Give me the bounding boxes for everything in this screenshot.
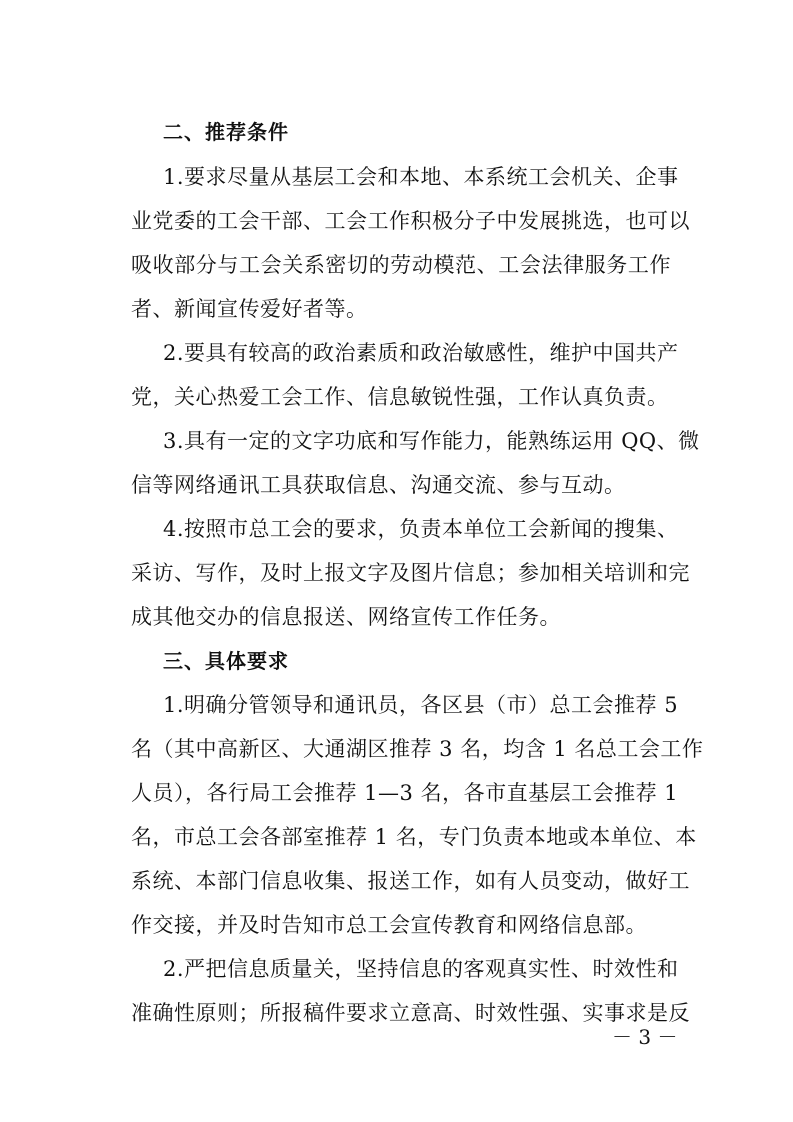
paragraph-line: 成其他交办的信息报送、网络宣传工作任务。	[131, 605, 561, 629]
paragraph-line: 党，关心热爱工会工作、信息敏锐性强，工作认真负责。	[131, 385, 669, 409]
paragraph-line: 吸收部分与工会关系密切的劳动模范、工会法律服务工作	[131, 253, 671, 277]
paragraph-line: 系统、本部门信息收集、报送工作，如有人员变动，做好工	[131, 869, 690, 893]
paragraph-line: 1.要求尽量从基层工会和本地、本系统工会机关、企事	[163, 165, 679, 189]
paragraph-line: 名（其中高新区、大通湖区推荐 3 名，均含 1 名总工会工作	[131, 737, 704, 761]
paragraph-line: 信等网络通讯工具获取信息、沟通交流、参与互动。	[131, 473, 626, 497]
paragraph-line: 2.要具有较高的政治素质和政治敏感性，维护中国共产	[163, 341, 679, 365]
paragraph-line: 作交接，并及时告知市总工会宣传教育和网络信息部。	[131, 913, 647, 937]
paragraph-line: 业党委的工会干部、工会工作积极分子中发展挑选，也可以	[131, 209, 690, 233]
paragraph-line: 2.严把信息质量关，坚持信息的客观真实性、时效性和	[163, 957, 679, 981]
paragraph-line: 名，市总工会各部室推荐 1 名，专门负责本地或本单位、本	[131, 825, 697, 849]
paragraph-line: 人员），各行局工会推荐 1—3 名，各市直基层工会推荐 1	[131, 781, 679, 805]
section-heading-specific-requirements: 三、具体要求	[163, 649, 289, 673]
paragraph-line: 者、新闻宣传爱好者等。	[131, 297, 368, 321]
paragraph-line: 准确性原则；所报稿件要求立意高、时效性强、实事求是反	[131, 1001, 690, 1025]
paragraph-line: 3.具有一定的文字功底和写作能力，能熟练运用 QQ、微	[163, 429, 700, 453]
section-heading-recommendation-criteria: 二、推荐条件	[163, 120, 289, 144]
paragraph-line: 1.明确分管领导和通讯员，各区县（市）总工会推荐 5	[163, 693, 679, 717]
paragraph-line: 4.按照市总工会的要求，负责本单位工会新闻的搜集、	[163, 517, 679, 541]
page-number: － 3 －	[612, 1025, 678, 1049]
paragraph-line: 采访、写作，及时上报文字及图片信息；参加相关培训和完	[131, 561, 690, 585]
